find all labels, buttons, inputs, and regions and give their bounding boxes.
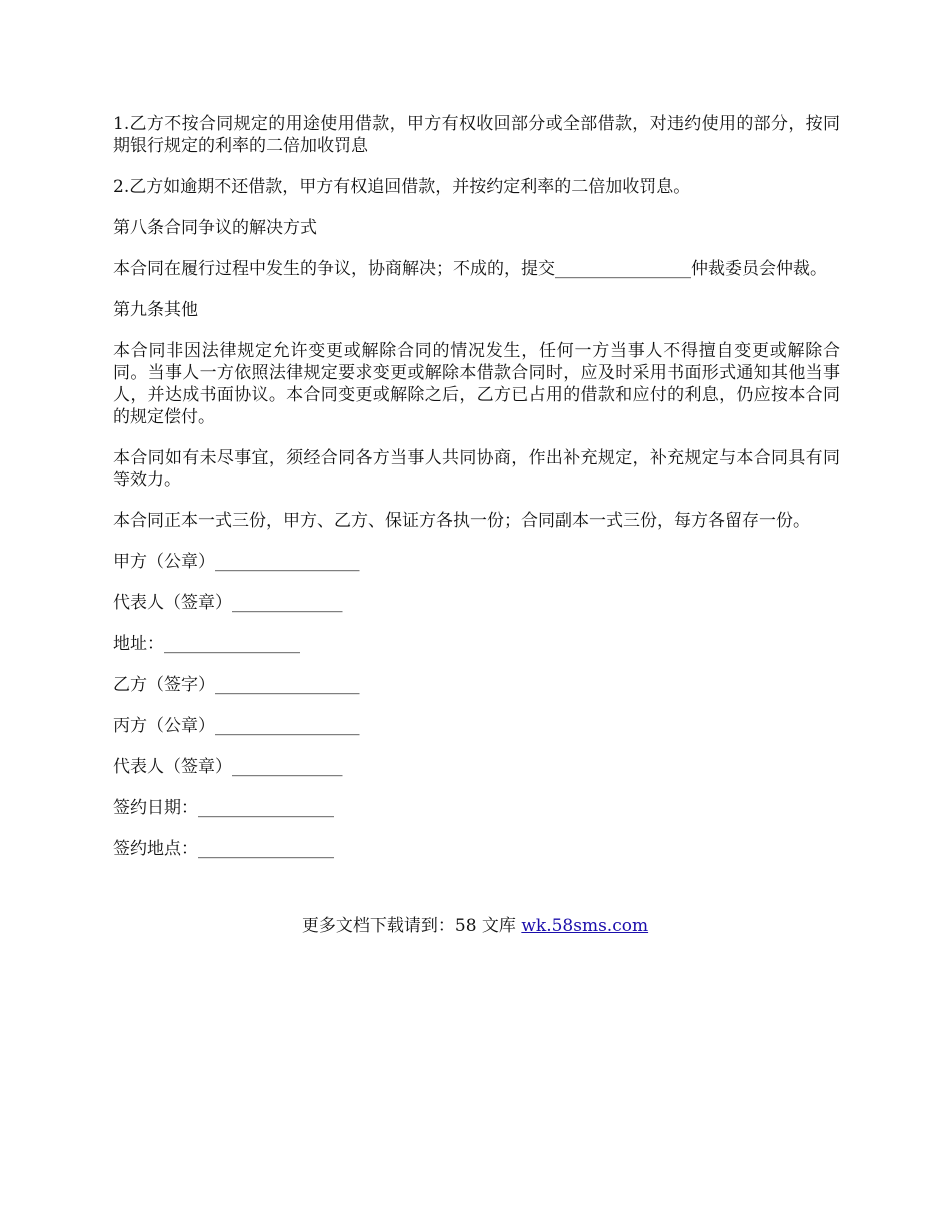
signature-line-date: 签约日期：________________: [113, 798, 334, 818]
signature-line-representative: 代表人（签章）_____________: [113, 757, 343, 777]
clause-paragraph: 本合同正本一式三份，甲方、乙方、保证方各执一份；合同副本一式三份，每方各留存一份。: [113, 511, 810, 531]
section-heading: 第九条其他: [113, 300, 198, 320]
signature-line-place: 签约地点：________________: [113, 839, 334, 859]
signature-line-party-b: 乙方（签字）_________________: [113, 675, 360, 695]
clause-paragraph: 本合同如有未尽事宜，须经合同各方当事人共同协商，作出补充规定，补充规定与本合同具有同等效力。: [113, 448, 840, 490]
footer: [0, 915, 950, 937]
footer-text: 更多文档下载请到：58 文库: [301, 916, 522, 936]
signature-line-representative: 代表人（签章）_____________: [113, 593, 343, 613]
clause-paragraph: 本合同非因法律规定允许变更或解除合同的情况发生，任何一方当事人不得擅自变更或解除合同。当事人一方依照法律规定要求变更或解除本借款合同时，应及时采用书面形式通知其他当事人，并达成书面协议。本合同变更或解除之后，乙方已占用的借款和应付的利息，仍应按本合同的规定偿付。: [113, 341, 840, 427]
signature-line-party-c: 丙方（公章）_________________: [113, 716, 360, 736]
section-heading: 第八条合同争议的解决方式: [113, 218, 317, 238]
footer-link[interactable]: wk.58sms.com: [521, 916, 649, 936]
clause-paragraph: 2.乙方如逾期不还借款，甲方有权追回借款，并按约定利率的二倍加收罚息。: [113, 177, 691, 197]
clause-paragraph: 1.乙方不按合同规定的用途使用借款，甲方有权收回部分或全部借款，对违约使用的部分，按同期银行规定的利率的二倍加收罚息: [113, 114, 840, 156]
signature-line-address: 地址：________________: [113, 634, 300, 654]
clause-paragraph: 本合同在履行过程中发生的争议，协商解决；不成的，提交________________仲裁委员会仲裁。: [113, 259, 827, 279]
signature-line-party-a: 甲方（公章）_________________: [113, 552, 360, 572]
document-body: [113, 113, 840, 879]
